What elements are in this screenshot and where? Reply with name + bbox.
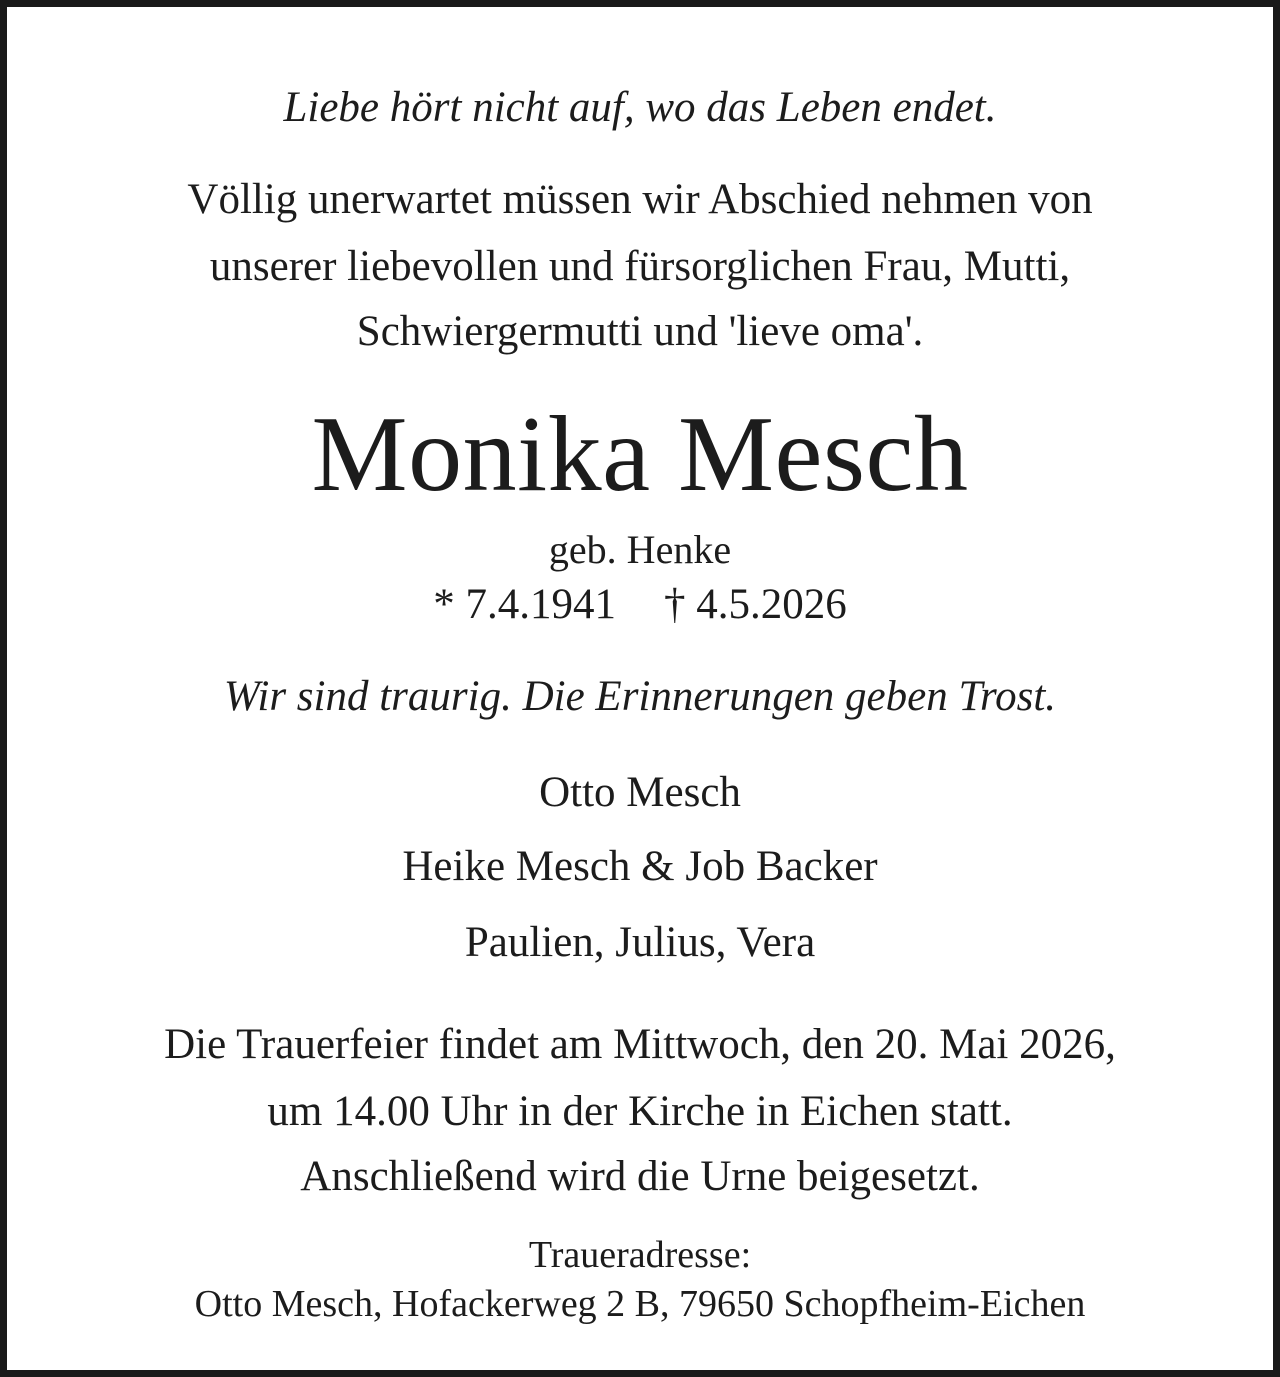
consolation-quote: Wir sind traurig. Die Erinnerungen geben Trost. bbox=[223, 673, 1057, 720]
mourner-line: Otto Mesch bbox=[539, 769, 741, 816]
birth-date: * 7.4.1941 bbox=[433, 581, 616, 628]
maiden-name: geb. Henke bbox=[548, 527, 732, 572]
intro-line: unserer liebevollen und fürsorglichen Frau, Mutti, bbox=[209, 243, 1071, 290]
intro-line: Völlig unerwartet müssen wir Abschied nehmen von bbox=[187, 176, 1093, 223]
motto-text: Liebe hört nicht auf, wo das Leben endet. bbox=[283, 84, 997, 131]
death-date: † 4.5.2026 bbox=[664, 581, 847, 628]
service-info-line: Die Trauerfeier findet am Mittwoch, den 20. Mai 2026, bbox=[164, 1021, 1116, 1068]
intro-line: Schwiergermutti und 'lieve oma'. bbox=[356, 308, 924, 355]
address-label: Traueradresse: bbox=[528, 1234, 752, 1276]
service-info-line: Anschließend wird die Urne beigesetzt. bbox=[300, 1153, 980, 1200]
address-text: Otto Mesch, Hofackerweg 2 B, 79650 Schopfheim-Eichen bbox=[194, 1283, 1086, 1325]
deceased-name: Monika Mesch bbox=[311, 395, 969, 514]
life-dates bbox=[7, 583, 1273, 626]
mourner-line: Heike Mesch & Job Backer bbox=[402, 843, 878, 890]
mourner-line: Paulien, Julius, Vera bbox=[464, 919, 816, 966]
service-info-line: um 14.00 Uhr in der Kirche in Eichen statt. bbox=[267, 1088, 1013, 1135]
